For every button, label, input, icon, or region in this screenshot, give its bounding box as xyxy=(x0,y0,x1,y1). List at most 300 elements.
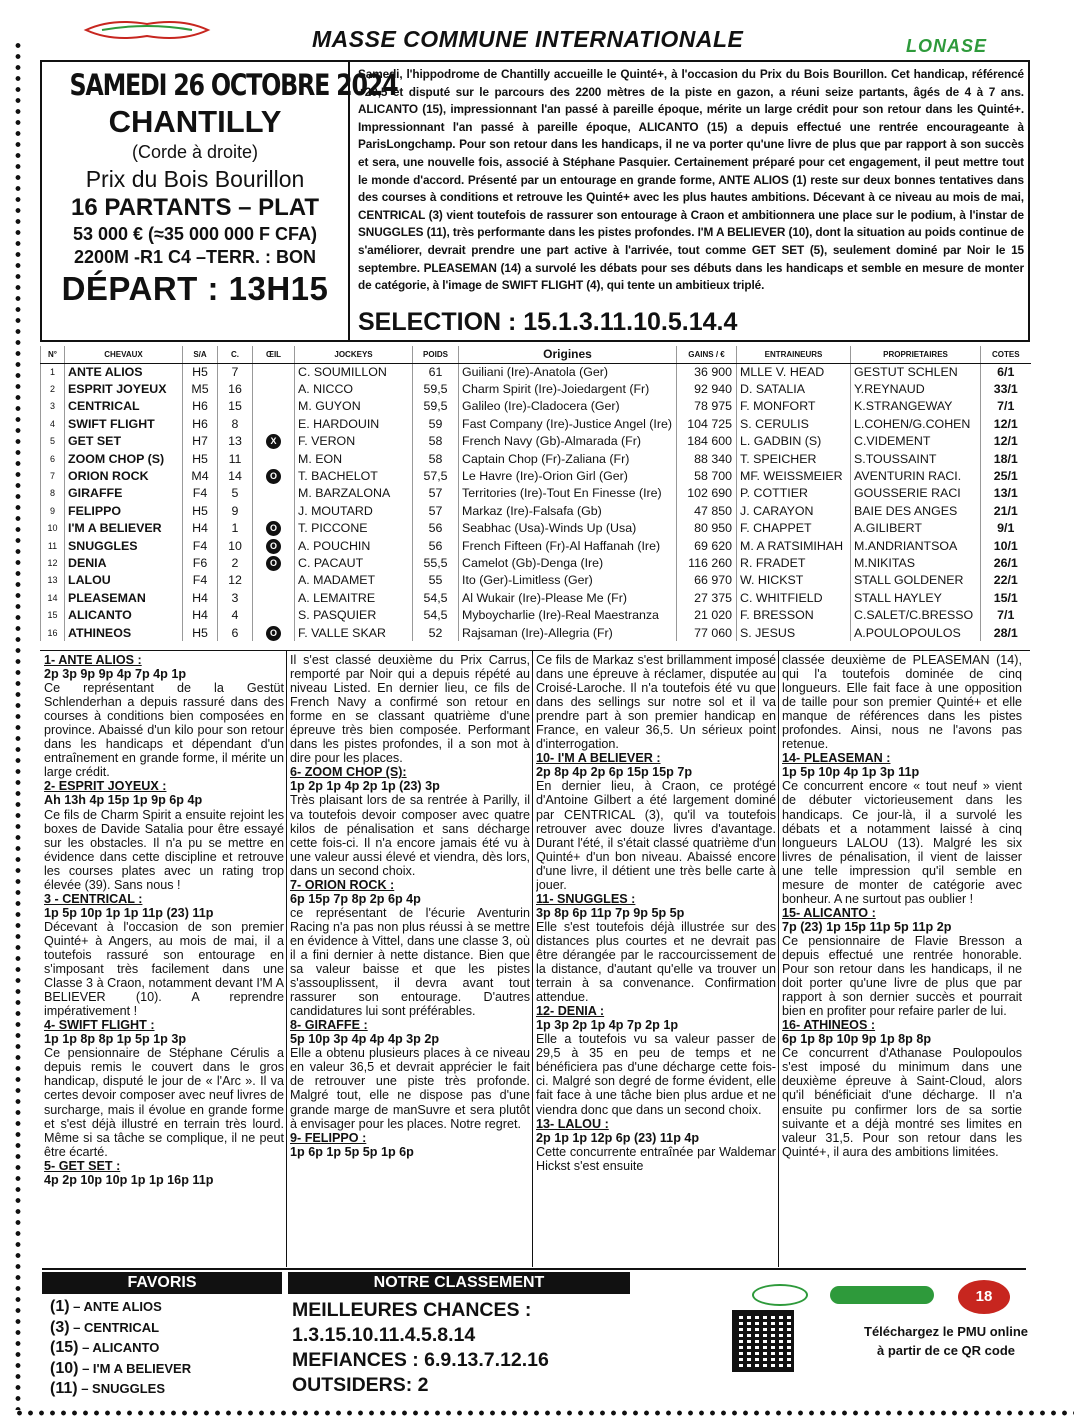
cell-entraineur: D. SATALIA xyxy=(737,380,851,397)
cell-num: 15 xyxy=(41,606,65,623)
cell-sa: H6 xyxy=(183,398,218,415)
horse-comment: Il s'est classé deuxième du Prix Carrus, remporté par Noir qui a depuis répété au niveau Listed. En dernier lieu, ce fils de French Navy a confirmé son retour en forme en se classant quatrième d'une épreuve très bien composée. Performant dans les pistes profondes, il a son mot à dire pour les places. xyxy=(290,653,530,766)
col-num: N° xyxy=(41,346,65,363)
favori-number: (15) xyxy=(50,1339,79,1357)
horse-comment: Ce concurrent d'Athanase Poulopoulos s'est imposé du minimum dans une deuxième épreuve à Saint-Cloud, alors qu'il bénéficiait d'une décharge. Il n'a ensuite pu confirmer lors de sa sortie suivante et a déjà montré ses limites en valeur 31,5. Pour son retour dans les Quinté+, il aura des ambitions limitées. xyxy=(782,1046,1022,1159)
cell-origines: Myboycharlie (Ire)-Real Maestranza xyxy=(459,606,677,623)
cell-corde: 15 xyxy=(218,398,253,415)
cell-corde: 13 xyxy=(218,433,253,450)
partner-logo-green xyxy=(830,1286,934,1304)
cell-horse: ATHINEOS xyxy=(65,624,183,641)
cell-horse: SNUGGLES xyxy=(65,537,183,554)
favoris-list xyxy=(50,1298,282,1401)
cell-oeil xyxy=(253,450,295,467)
blinkers-icon: O xyxy=(266,539,281,554)
cell-jockey: C. SOUMILLON xyxy=(295,363,413,380)
cell-horse: I'M A BELIEVER xyxy=(65,520,183,537)
horse-comment: Elle s'est toutefois déjà illustrée sur des distances plus courtes et ne devrait pas être dérangée par le raccourcissement de la distance, d'autant qu'elle va trouver un terrain à sa convenance. Confirmation attendue. xyxy=(536,919,776,1005)
selection-line: SELECTION : 15.1.3.11.10.5.14.4 xyxy=(358,308,738,336)
col-poids: POIDS xyxy=(413,346,459,363)
horse-heading: 16- ATHINEOS : xyxy=(782,1018,876,1033)
favori-name: – ANTE ALIOS xyxy=(69,1299,162,1314)
horse-comment: Ce pensionnaire de Flavie Bresson a depuis effectué une rentrée honorable. Pour son retour dans les handicaps, il ne doit porter qu'une livre de plus que par rapport à son dernier succès et pourrait bien en profiter pour refaire parler de lui. xyxy=(782,933,1022,1019)
horse-heading: 15- ALICANTO : xyxy=(782,905,876,920)
horse-performances: 5p 10p 3p 4p 4p 4p 3p 2p xyxy=(290,1032,440,1047)
cell-sa: F4 xyxy=(183,572,218,589)
cell-oeil xyxy=(253,520,295,537)
runner-row xyxy=(41,572,1031,589)
horse-comment: ce représentant de l'écurie Aventurin Racing n'a pas non plus réussi à se mettre en évidence à Vittel, dans une classe 3, où il a fini dernier à nette distance. Bien que sa valeur baisse et que les pistes s'assouplissent, il devra avant tout rassurer son entourage. D'autres candidatures lui sont préférables. xyxy=(290,905,530,1019)
cell-entraineur: W. HICKST xyxy=(737,572,851,589)
cell-poids: 58 xyxy=(413,433,459,450)
runners-header-row xyxy=(41,346,1031,363)
cell-proprietaire: BAIE DES ANGES xyxy=(851,502,981,519)
cell-sa: H7 xyxy=(183,433,218,450)
pmu-promo xyxy=(722,1282,1028,1402)
runner-row xyxy=(41,606,1031,623)
decorative-dot-border-left xyxy=(14,40,22,1410)
cell-poids: 54,5 xyxy=(413,589,459,606)
cell-sa: H4 xyxy=(183,589,218,606)
col-oeil: ŒIL xyxy=(253,346,295,363)
cell-oeil xyxy=(253,589,295,606)
favori-number: (10) xyxy=(50,1359,79,1377)
corde-info: (Corde à droite) xyxy=(131,142,259,162)
cell-sa: H5 xyxy=(183,624,218,641)
classement-body xyxy=(292,1298,632,1398)
cell-gains: 92 940 xyxy=(677,380,737,397)
cell-gains: 36 900 xyxy=(677,363,737,380)
cell-poids: 55,5 xyxy=(413,554,459,571)
cell-corde: 14 xyxy=(218,467,253,484)
cell-jockey: E. HARDOUIN xyxy=(295,415,413,432)
commentary-column-3 xyxy=(536,653,776,1265)
horse-performances: 3p 8p 6p 11p 7p 9p 5p 5p xyxy=(536,905,685,920)
cell-gains: 184 600 xyxy=(677,433,737,450)
cell-origines: Rajsaman (Ire)-Allegria (Fr) xyxy=(459,624,677,641)
horse-heading: 5- GET SET : xyxy=(44,1158,121,1173)
cell-sa: M4 xyxy=(183,467,218,484)
cell-oeil xyxy=(253,433,295,450)
horse-comment: Ce fils de Markaz s'est brillamment imposé dans une épreuve à réclamer, disputée au Croisé-Laroche. Il n'a toutefois été vu que dans des sellings sur notre sol et il va prendre part à son premier handicap en France, en valeur 36,5. Un sérieux point d'interrogation. xyxy=(536,653,776,752)
cell-poids: 59 xyxy=(413,415,459,432)
cell-num: 12 xyxy=(41,554,65,571)
horse-comment: Elle a toutefois vu sa valeur passer de 29,5 à 35 en peu de temps et ne bénéficiera pas d'une décharge cette fois-ci. Malgré son degré de forme évident, elle fait face à une tâche bien plus ardue et ne viendra donc que dans un second choix. xyxy=(536,1032,776,1117)
horse-performances: 7p (23) 1p 15p 11p 5p 11p 2p xyxy=(782,919,952,934)
cell-sa: H5 xyxy=(183,450,218,467)
cell-horse: ZOOM CHOP (S) xyxy=(65,450,183,467)
horse-comment: En dernier lieu, à Craon, ce protégé d'Antoine Gilbert a été largement dominé par CENTRICAL (3), qu'il va toutefois retrouver avec douze livres d'avantage. Durant l'été, il s'était classé quatrième d'un Quinté+ d'un bon niveau. Abaissé encore d'une livre, il détient une très belle carte à jouer. xyxy=(536,779,776,892)
horse-heading: 14- PLEASEMAN : xyxy=(782,751,891,766)
runner-row xyxy=(41,554,1031,571)
runner-row xyxy=(41,502,1031,519)
cell-num: 4 xyxy=(41,415,65,432)
column-divider xyxy=(286,651,287,1267)
commentary-column-1 xyxy=(44,653,284,1265)
decorative-dot-border-bottom xyxy=(14,1408,1074,1418)
horse-performances: 6p 15p 7p 8p 2p 6p 4p xyxy=(290,891,421,906)
cell-num: 3 xyxy=(41,398,65,415)
commentary-section xyxy=(40,650,1030,1266)
cell-horse: CENTRICAL xyxy=(65,398,183,415)
horse-comment: Ce fils de Charm Spirit a ensuite rejoint les boxes de Davide Satalia pour être essayé sur les obstacles. Il n'a pu se mettre en évidence dans cette discipline et retrouve les courses plates avec un rating trop élevée (39). Sans nous ! xyxy=(44,807,284,892)
bottom-summary xyxy=(42,1268,1026,1408)
col-chevaux: CHEVAUX xyxy=(65,346,183,363)
cell-num: 1 xyxy=(41,363,65,380)
cell-entraineur: M. A RATSIMIHAH xyxy=(737,537,851,554)
cell-jockey: S. PASQUIER xyxy=(295,606,413,623)
meilleures-label: MEILLEURES CHANCES : xyxy=(292,1299,532,1321)
cell-jockey: A. LEMAITRE xyxy=(295,589,413,606)
cell-origines: Ito (Ger)-Limitless (Ger) xyxy=(459,572,677,589)
cell-oeil xyxy=(253,502,295,519)
cell-proprietaire: STALL GOLDENER xyxy=(851,572,981,589)
horse-heading: 6- ZOOM CHOP (S): xyxy=(290,765,407,780)
cell-origines: Fast Company (Ire)-Justice Angel (Ire) xyxy=(459,415,677,432)
runners-table xyxy=(40,346,1031,641)
cell-entraineur: J. CARAYON xyxy=(737,502,851,519)
col-gains: GAINS / € xyxy=(677,346,737,363)
blinkers-removed-icon: X xyxy=(266,434,281,449)
runner-row xyxy=(41,363,1031,380)
cell-sa: H4 xyxy=(183,520,218,537)
cell-origines: Charm Spirit (Ire)-Joiedargent (Fr) xyxy=(459,380,677,397)
cell-poids: 56 xyxy=(413,537,459,554)
favori-name: – I'M A BELIEVER xyxy=(78,1360,192,1376)
cell-origines: French Navy (Gb)-Almarada (Fr) xyxy=(459,433,677,450)
cell-jockey: A. NICCO xyxy=(295,380,413,397)
prize-info: 53 000 € (≈35 000 000 F CFA) xyxy=(72,224,318,244)
cell-poids: 57 xyxy=(413,485,459,502)
cell-oeil xyxy=(253,485,295,502)
cell-proprietaire: AVENTURIN RACI. xyxy=(851,467,981,484)
cell-cote: 26/1 xyxy=(981,554,1031,571)
blinkers-icon: O xyxy=(266,469,281,484)
cell-proprietaire: C.VIDEMENT xyxy=(851,433,981,450)
col-proprietaires: PROPRIETAIRES xyxy=(851,346,981,363)
favori-name: – SNUGGLES xyxy=(77,1381,165,1397)
cell-entraineur: MF. WEISSMEIER xyxy=(737,467,851,484)
cell-oeil xyxy=(253,380,295,397)
horse-performances: Ah 13h 4p 15p 1p 9p 6p 4p xyxy=(44,793,203,808)
outsiders-line: OUTSIDERS: 2 xyxy=(292,1374,429,1396)
cell-num: 10 xyxy=(41,520,65,537)
blinkers-icon: O xyxy=(266,626,281,641)
favori-name: – ALICANTO xyxy=(78,1340,160,1356)
cell-jockey: J. MOUTARD xyxy=(295,502,413,519)
cell-gains: 47 850 xyxy=(677,502,737,519)
cell-cote: 7/1 xyxy=(981,606,1031,623)
cell-oeil xyxy=(253,606,295,623)
horse-heading: 9- FELIPPO : xyxy=(290,1130,367,1145)
distance-info: 2200M -R1 C4 –TERR. : BON xyxy=(73,247,317,267)
cell-sa: H5 xyxy=(183,502,218,519)
cell-horse: ALICANTO xyxy=(65,606,183,623)
cell-cote: 28/1 xyxy=(981,624,1031,641)
cell-num: 9 xyxy=(41,502,65,519)
cell-proprietaire: GOUSSERIE RACI xyxy=(851,485,981,502)
mefiances-line: MEFIANCES : 6.9.13.7.12.16 xyxy=(292,1349,549,1371)
cell-oeil xyxy=(253,572,295,589)
cell-horse: ESPRIT JOYEUX xyxy=(65,380,183,397)
cell-poids: 56 xyxy=(413,520,459,537)
cell-origines: Al Wukair (Ire)-Please Me (Fr) xyxy=(459,589,677,606)
partants-info: 16 PARTANTS – PLAT xyxy=(70,194,320,221)
cell-num: 5 xyxy=(41,433,65,450)
cell-entraineur: C. WHITFIELD xyxy=(737,589,851,606)
cell-origines: Camelot (Gb)-Denga (Ire) xyxy=(459,554,677,571)
horse-comment: Décevant à l'occasion de son premier Quinté+ à Angers, au mois de mai, il a toutefois rassuré son entourage en s'imposant très facilement dans une Classe 3 à Craon, notamment devant I'M A BELIEVER (10). A reprendre impérativement ! xyxy=(44,919,284,1019)
cell-jockey: M. GUYON xyxy=(295,398,413,415)
cell-origines: Captain Chop (Fr)-Zaliana (Fr) xyxy=(459,450,677,467)
runner-row xyxy=(41,380,1031,397)
cell-num: 14 xyxy=(41,589,65,606)
cell-corde: 16 xyxy=(218,380,253,397)
cell-horse: PLEASEMAN xyxy=(65,589,183,606)
cell-sa: M5 xyxy=(183,380,218,397)
blinkers-icon: O xyxy=(266,521,281,536)
horse-comment: Ce représentant de la Gestüt Schlenderhan a depuis rassuré dans des courses à conditions bien composées en province. Abaissé d'un kilo pour son retour dans les handicaps et dépendant d'un entraînement en grande forme, il mérite un large crédit. xyxy=(44,681,284,780)
favoris-title: FAVORIS xyxy=(42,1272,282,1294)
cell-horse: FELIPPO xyxy=(65,502,183,519)
cell-poids: 57 xyxy=(413,502,459,519)
cell-cote: 21/1 xyxy=(981,502,1031,519)
cell-corde: 12 xyxy=(218,572,253,589)
cell-gains: 69 620 xyxy=(677,537,737,554)
cell-gains: 88 340 xyxy=(677,450,737,467)
cell-horse: SWIFT FLIGHT xyxy=(65,415,183,432)
favori-number: (3) xyxy=(50,1318,70,1336)
cell-cote: 12/1 xyxy=(981,433,1031,450)
cell-origines: Le Havre (Ire)-Orion Girl (Ger) xyxy=(459,467,677,484)
cell-gains: 58 700 xyxy=(677,467,737,484)
cell-jockey: C. PACAUT xyxy=(295,554,413,571)
runners-body xyxy=(41,363,1031,641)
cell-cote: 9/1 xyxy=(981,520,1031,537)
runner-row xyxy=(41,589,1031,606)
runner-row xyxy=(41,485,1031,502)
cell-poids: 59,5 xyxy=(413,380,459,397)
hippodrome-name: CHANTILLY xyxy=(108,104,282,139)
cell-horse: ANTE ALIOS xyxy=(65,363,183,380)
cell-proprietaire: A.GILIBERT xyxy=(851,520,981,537)
cell-horse: DENIA xyxy=(65,554,183,571)
cell-jockey: F. VALLE SKAR xyxy=(295,624,413,641)
cell-proprietaire: M.NIKITAS xyxy=(851,554,981,571)
cell-oeil xyxy=(253,415,295,432)
col-jockeys: JOCKEYS xyxy=(295,346,413,363)
horse-heading: 12- DENIA : xyxy=(536,1004,605,1019)
cell-cote: 33/1 xyxy=(981,380,1031,397)
cell-cote: 13/1 xyxy=(981,485,1031,502)
cell-sa: F4 xyxy=(183,485,218,502)
cell-oeil xyxy=(253,624,295,641)
horse-performances: 1p 1p 8p 8p 1p 5p 1p 3p xyxy=(44,1032,187,1047)
horse-comment: Ce concurrent encore « tout neuf » vient de débuter victorieusement dans les handicaps. Ce jour-là, il a survolé les débats et a notamment laissé à cinq longueurs LALOU (13). Malgré les six livres de pénalisation, il vient de laisser une telle impression qu'il semble en mesure de monter de catégorie avec bonheur. A ne surtout pas oublier ! xyxy=(782,779,1022,906)
col-entraineurs: ENTRAINEURS xyxy=(737,346,851,363)
horse-performances: 1p 3p 2p 1p 4p 7p 2p 1p xyxy=(536,1018,679,1033)
cell-sa: F4 xyxy=(183,537,218,554)
cell-proprietaire: GESTUT SCHLEN xyxy=(851,363,981,380)
cell-num: 6 xyxy=(41,450,65,467)
lonase-logo: LONASE xyxy=(906,36,988,56)
race-date: SAMEDI 26 OCTOBRE 2024 xyxy=(69,68,398,102)
cell-gains: 21 020 xyxy=(677,606,737,623)
cell-poids: 57,5 xyxy=(413,467,459,484)
cell-num: 16 xyxy=(41,624,65,641)
runner-row xyxy=(41,398,1031,415)
qr-code-icon[interactable] xyxy=(732,1310,794,1372)
horse-comment: Ce pensionnaire de Stéphane Cérulis a depuis remis le couvert dans le gros handicap, disputé le jour de « l'Arc ». Il va certes devoir composer avec neuf livres de surcharge, mais il évolue en grande forme et s'est déjà illustré en terrain très lourd. Même si sa tâche se complique, il ne peut être écarté. xyxy=(44,1046,284,1159)
cell-corde: 10 xyxy=(218,537,253,554)
cell-poids: 54,5 xyxy=(413,606,459,623)
cell-gains: 104 725 xyxy=(677,415,737,432)
cell-origines: Galileo (Ire)-Cladocera (Ger) xyxy=(459,398,677,415)
favori-item xyxy=(50,1319,282,1340)
cell-horse: ORION ROCK xyxy=(65,467,183,484)
cell-cote: 12/1 xyxy=(981,415,1031,432)
horse-comment: Cette concurrente entraînée par Waldemar Hickst s'est ensuite xyxy=(536,1144,776,1173)
horse-performances: 4p 2p 10p 10p 1p 1p 16p 11p xyxy=(44,1172,214,1187)
horse-heading: 2- ESPRIT JOYEUX : xyxy=(44,779,167,794)
cell-entraineur: S. JESUS xyxy=(737,624,851,641)
cell-gains: 77 060 xyxy=(677,624,737,641)
favori-item xyxy=(50,1360,282,1381)
cell-poids: 52 xyxy=(413,624,459,641)
cell-poids: 59,5 xyxy=(413,398,459,415)
horse-comment: Elle a obtenu plusieurs places à ce niveau en valeur 36,5 et devrait apprécier le fait de retrouver une piste très profonde. Malgré tout, elle ne dispose pas d'une grande marge de manSuvre et sera plutôt à envisager pour les places. Notre regret. xyxy=(290,1046,530,1131)
favori-item xyxy=(50,1339,282,1360)
page-title: MASSE COMMUNE INTERNATIONALE xyxy=(312,26,744,52)
depart-time: DÉPART : 13H15 xyxy=(61,270,329,307)
partner-logo xyxy=(752,1284,808,1306)
cell-cote: 6/1 xyxy=(981,363,1031,380)
cell-proprietaire: S.TOUSSAINT xyxy=(851,450,981,467)
col-origines: Origines xyxy=(459,346,677,363)
cell-origines: French Fifteen (Fr)-Al Haffanah (Ire) xyxy=(459,537,677,554)
favori-number: (1) xyxy=(50,1298,70,1315)
horse-performances: 1p 5p 10p 4p 1p 3p 11p xyxy=(782,765,920,780)
horse-heading: 8- GIRAFFE : xyxy=(290,1018,368,1033)
cell-cote: 10/1 xyxy=(981,537,1031,554)
cell-oeil xyxy=(253,554,295,571)
cell-entraineur: L. GADBIN (S) xyxy=(737,433,851,450)
column-divider xyxy=(778,651,779,1267)
cell-oeil xyxy=(253,537,295,554)
cell-jockey: T. PICCONE xyxy=(295,520,413,537)
cell-corde: 7 xyxy=(218,363,253,380)
cell-proprietaire: A.POULOPOULOS xyxy=(851,624,981,641)
cell-corde: 5 xyxy=(218,485,253,502)
cell-proprietaire: L.COHEN/G.COHEN xyxy=(851,415,981,432)
horse-performances: 2p 8p 4p 2p 6p 15p 15p 7p xyxy=(536,765,693,780)
horse-heading: 7- ORION ROCK : xyxy=(290,877,395,892)
cell-corde: 9 xyxy=(218,502,253,519)
horse-performances: 6p 1p 8p 10p 9p 1p 8p 8p xyxy=(782,1032,932,1047)
cell-origines: Guiliani (Ire)-Anatola (Ger) xyxy=(459,363,677,380)
cell-cote: 7/1 xyxy=(981,398,1031,415)
cell-sa: H6 xyxy=(183,415,218,432)
race-info-panel xyxy=(42,62,398,340)
commentary-column-2 xyxy=(290,653,530,1265)
horse-performances: 1p 2p 1p 4p 2p 1p (23) 3p xyxy=(290,779,440,794)
cell-gains: 78 975 xyxy=(677,398,737,415)
runner-row xyxy=(41,624,1031,641)
cell-horse: GIRAFFE xyxy=(65,485,183,502)
horse-heading: 13- LALOU : xyxy=(536,1116,609,1131)
cell-sa: F6 xyxy=(183,554,218,571)
cell-gains: 102 690 xyxy=(677,485,737,502)
cell-gains: 27 375 xyxy=(677,589,737,606)
runner-row xyxy=(41,415,1031,432)
cell-entraineur: R. FRADET xyxy=(737,554,851,571)
runner-row xyxy=(41,450,1031,467)
cell-poids: 61 xyxy=(413,363,459,380)
col-cotes: COTES xyxy=(981,346,1031,363)
cell-corde: 11 xyxy=(218,450,253,467)
horse-comment: Très plaisant lors de sa rentrée à Parilly, il va toutefois devoir composer avec quatre kilos de pénalisation et sans décharge cette fois-ci. Il n'a encore jamais été vu à une valeur aussi élevé et viendra, dès lors, dans un second choix. xyxy=(290,793,530,878)
cell-entraineur: MLLE V. HEAD xyxy=(737,363,851,380)
horse-heading: 3 - CENTRICAL : xyxy=(44,891,143,906)
horse-heading: 11- SNUGGLES : xyxy=(536,891,636,906)
cell-origines: Seabhac (Usa)-Winds Up (Usa) xyxy=(459,520,677,537)
cell-entraineur: F. MONFORT xyxy=(737,398,851,415)
cell-corde: 8 xyxy=(218,415,253,432)
cell-num: 8 xyxy=(41,485,65,502)
cell-proprietaire: Y.REYNAUD xyxy=(851,380,981,397)
cell-gains: 116 260 xyxy=(677,554,737,571)
cell-corde: 6 xyxy=(218,624,253,641)
cell-entraineur: T. SPEICHER xyxy=(737,450,851,467)
cell-corde: 3 xyxy=(218,589,253,606)
runner-row xyxy=(41,537,1031,554)
cell-horse: GET SET xyxy=(65,433,183,450)
age-18-badge: 18 xyxy=(958,1280,1010,1314)
cell-gains: 80 950 xyxy=(677,520,737,537)
blinkers-icon: O xyxy=(266,556,281,571)
cell-origines: Territories (Ire)-Tout En Finesse (Ire) xyxy=(459,485,677,502)
cell-num: 7 xyxy=(41,467,65,484)
horse-comment: classée deuxième de PLEASEMAN (14), qui l'a toutefois dominée de cinq longueurs. Elle fait face à une opposition de taille pour son premier Quinté+ et elle manque de références dans les pistes profondes. Ainsi, nous ne l'avons pas retenue. xyxy=(782,653,1022,752)
cell-num: 11 xyxy=(41,537,65,554)
cell-sa: H5 xyxy=(183,363,218,380)
horse-heading: 10- I'M A BELIEVER : xyxy=(536,751,661,766)
horse-performances: 2p 3p 9p 9p 4p 7p 4p 1p xyxy=(44,667,187,682)
cell-poids: 58 xyxy=(413,450,459,467)
cell-origines: Markaz (Ire)-Falsafa (Gb) xyxy=(459,502,677,519)
cell-num: 2 xyxy=(41,380,65,397)
cell-jockey: F. VERON xyxy=(295,433,413,450)
pmu-download-text: Téléchargez le PMU online à partir de ce QR code xyxy=(864,1324,1028,1358)
cell-proprietaire: C.SALET/C.BRESSO xyxy=(851,606,981,623)
favori-name: – CENTRICAL xyxy=(69,1319,160,1335)
cell-corde: 4 xyxy=(218,606,253,623)
cell-entraineur: F. BRESSON xyxy=(737,606,851,623)
col-corde: C. xyxy=(218,346,253,363)
cell-entraineur: P. COTTIER xyxy=(737,485,851,502)
cell-num: 13 xyxy=(41,572,65,589)
race-name: Prix du Bois Bourillon xyxy=(85,166,305,192)
horse-performances: 1p 6p 1p 5p 5p 1p 6p xyxy=(290,1144,414,1159)
cell-proprietaire: M.ANDRIANTSOA xyxy=(851,537,981,554)
race-header xyxy=(40,60,1030,342)
classement-title: NOTRE CLASSEMENT xyxy=(288,1272,630,1294)
favori-item xyxy=(50,1380,282,1401)
cell-horse: LALOU xyxy=(65,572,183,589)
cell-cote: 15/1 xyxy=(981,589,1031,606)
cell-corde: 1 xyxy=(218,520,253,537)
cell-sa: H4 xyxy=(183,606,218,623)
